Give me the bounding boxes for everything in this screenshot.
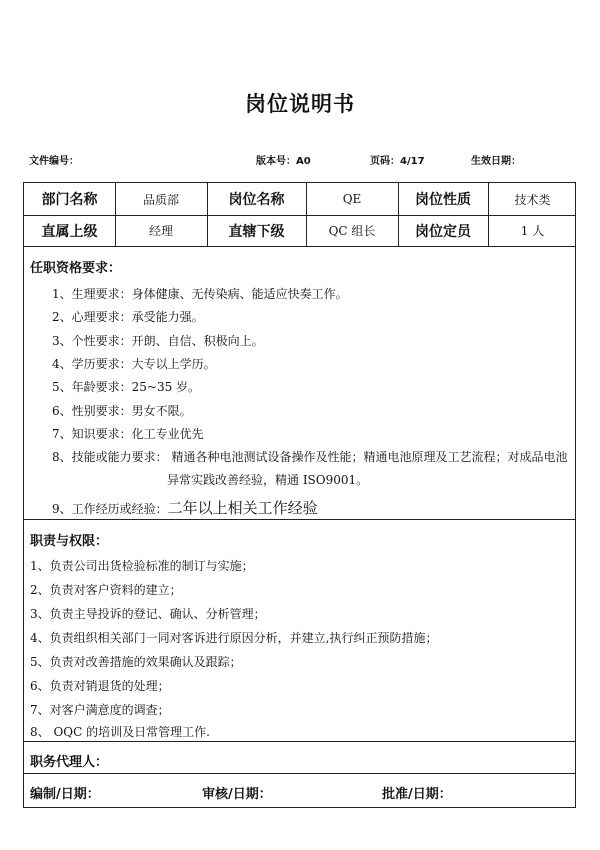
qualification-item-9 [52,497,318,518]
duty-item: 2、负责对客户资料的建立； [30,583,182,597]
effective-date-label: 生效日期： [471,156,521,167]
row-divider [24,773,575,774]
version-value: A0 [296,156,311,167]
page-value: 4/17 [400,156,425,167]
qualification-item: 1、生理要求：身体健康、无传染病、能适应快奏工作。 [52,287,348,301]
superior-header: 直属上级 [41,223,98,240]
subordinate-header: 直辖下级 [228,223,285,240]
dept-value: 品质部 [142,192,179,207]
qualification-item-continuation: 异常实践改善经验，精通 ISO9001。 [167,473,369,487]
row-divider [24,741,575,742]
position-header: 岗位名称 [228,192,285,208]
page-title: 岗位说明书 [245,92,355,116]
compiled-date-label: 编制/日期： [30,787,100,802]
position-value: QE [342,192,362,206]
duty-item: 7、对客户满意度的调查； [30,703,170,717]
approved-date-label: 批准/日期： [382,787,452,802]
agent-title: 职务代理人： [30,755,109,770]
row-divider [24,519,575,520]
duty-item: 5、负责对改善措施的效果确认及跟踪； [30,655,242,669]
duties-title: 职责与权限： [30,534,109,549]
duty-item: 1、负责公司出货检验标准的制订与实施； [30,559,254,573]
quota-header: 岗位定员 [415,223,471,240]
qualification-item: 2、心理要求：承受能力强。 [52,310,204,324]
quota-value: 1 人 [520,224,545,238]
page-field [370,152,425,167]
qualification-item: 3、个性要求：开朗、自信、积极向上。 [52,334,264,348]
qualification-item: 6、性别要求：男女不限。 [52,404,192,418]
file-number-label: 文件编号： [29,156,79,167]
version-field [256,152,311,167]
reviewed-date-label: 审核/日期： [202,787,272,802]
nature-value: 技术类 [514,192,551,207]
version-label: 版本号： [256,156,296,167]
subordinate-value: QC 组长 [328,224,376,238]
superior-value: 经理 [148,224,173,238]
qualifications-title: 任职资格要求： [30,261,122,276]
duty-item: 3、负责主导投诉的登记、确认、分析管理； [30,607,266,621]
duty-item: 4、负责组织相关部门一同对客诉进行原因分析，并建立,执行纠正预防措施； [30,631,438,645]
row-divider [24,246,575,247]
qualification-item: 4、学历要求：大专以上学历。 [52,357,216,371]
qualification-item: 8、技能或能力要求： 精通各种电池测试设备操作及性能；精通电池原理及工艺流程；对成品电池 [52,450,568,464]
page-label: 页码： [370,156,400,167]
experience-value: 二年以上相关工作经验 [167,499,318,517]
qualification-item: 7、知识要求：化工专业优先 [52,427,204,441]
qualification-item: 5、年龄要求：25~35 岁。 [52,380,201,394]
nature-header: 岗位性质 [415,192,471,208]
duty-item: 8、 OQC 的培训及日常管理工作. [30,725,210,739]
duty-item: 6、负责对销退货的处理； [30,679,170,693]
dept-header: 部门名称 [41,192,98,208]
job-description-table [23,182,576,808]
experience-label: 9、工作经历或经验： [52,502,168,516]
